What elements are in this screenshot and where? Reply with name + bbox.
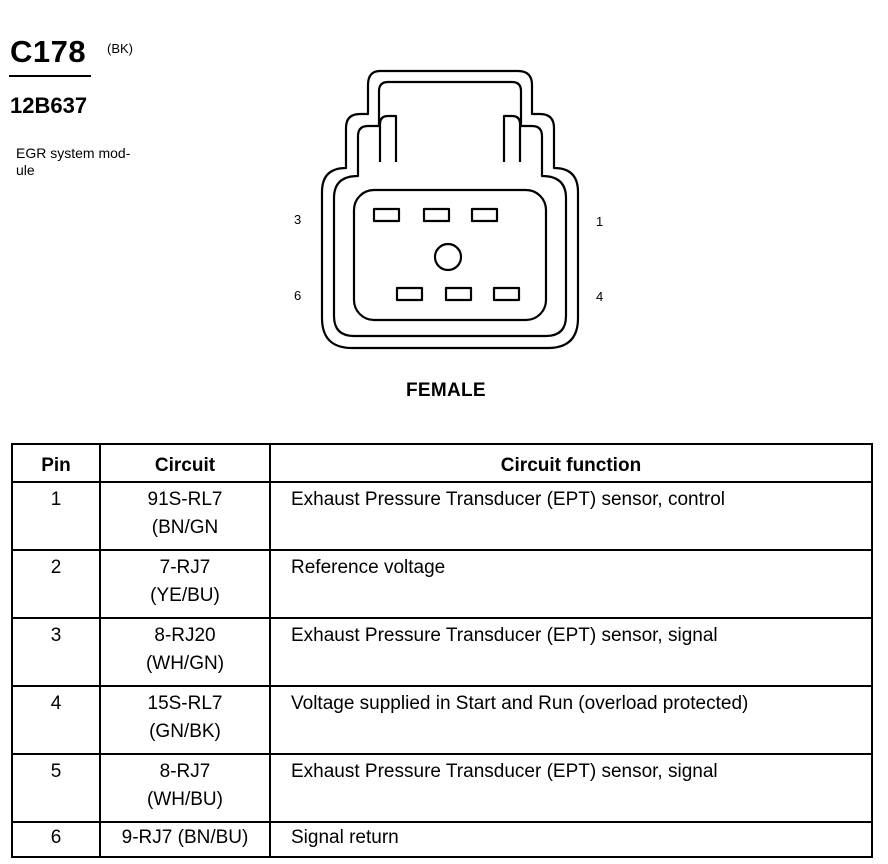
- table-row: [12, 618, 872, 686]
- cavity-5: [446, 288, 471, 300]
- table-row: [12, 686, 872, 754]
- table-row: [12, 754, 872, 822]
- circuit-color: (WH/BU): [147, 789, 223, 810]
- circuit-cell: [100, 482, 270, 550]
- table-row: [12, 822, 872, 857]
- pin-label-3: 3: [294, 212, 302, 227]
- function-cell: Signal return: [270, 822, 872, 857]
- cavity-4: [494, 288, 519, 300]
- function-cell: Exhaust Pressure Transducer (EPT) sensor, signal: [270, 618, 872, 686]
- pin-cell: 1: [12, 482, 100, 550]
- locking-latch-right: [504, 116, 520, 162]
- circuit-cell: [100, 754, 270, 822]
- circuit-number: 15S-RL7: [147, 693, 223, 714]
- circuit-color: (BN/GN: [151, 517, 219, 538]
- connector-id-underline: [9, 75, 91, 77]
- circuit-number: 91S-RL7: [147, 489, 223, 510]
- circuit-color: (GN/BK): [149, 721, 221, 742]
- table-row: [12, 550, 872, 618]
- circuit-color: (WH/GN): [145, 653, 225, 674]
- connector-face-diagram: [318, 68, 582, 358]
- circuit-color: (YE/BU): [150, 585, 220, 606]
- connector-id: C178: [10, 34, 87, 69]
- function-cell: Voltage supplied in Start and Run (overload protected): [270, 686, 872, 754]
- pin-cell: 6: [12, 822, 100, 857]
- circuit-cell: [100, 550, 270, 618]
- table-header-row: [12, 444, 872, 482]
- function-cell: Exhaust Pressure Transducer (EPT) sensor, control: [270, 482, 872, 550]
- part-number: 12B637: [10, 93, 88, 118]
- pin-cell: 5: [12, 754, 100, 822]
- circuit-cell: [100, 686, 270, 754]
- circuit-number: 9-RJ7 (BN/BU): [121, 827, 249, 848]
- locking-latch-left: [380, 116, 396, 162]
- pin-cell: 2: [12, 550, 100, 618]
- function-cell: Reference voltage: [270, 550, 872, 618]
- pin-table: [11, 443, 873, 858]
- header-circuit: Circuit: [100, 444, 270, 482]
- cavity-2: [424, 209, 449, 221]
- pin-cell: 3: [12, 618, 100, 686]
- center-post: [435, 244, 461, 270]
- pin-label-4: 4: [596, 289, 604, 304]
- cavity-1: [472, 209, 497, 221]
- circuit-number: 8-RJ20: [154, 625, 216, 646]
- header-circuit-function: Circuit function: [270, 444, 872, 482]
- table-row: [12, 482, 872, 550]
- cavity-6: [397, 288, 422, 300]
- circuit-cell: [100, 618, 270, 686]
- connector-description: EGR system mod- ule: [16, 145, 131, 178]
- header-pin: Pin: [12, 444, 100, 482]
- cavity-3: [374, 209, 399, 221]
- connector-color-code: (BK): [107, 41, 133, 56]
- circuit-number: 8-RJ7: [159, 761, 211, 782]
- pin-label-1: 1: [596, 214, 604, 229]
- circuit-cell: [100, 822, 270, 857]
- circuit-number: 7-RJ7: [159, 557, 211, 578]
- pin-cell: 4: [12, 686, 100, 754]
- connector-gender-label: FEMALE: [406, 380, 486, 401]
- pin-label-6: 6: [294, 288, 302, 303]
- function-cell: Exhaust Pressure Transducer (EPT) sensor, signal: [270, 754, 872, 822]
